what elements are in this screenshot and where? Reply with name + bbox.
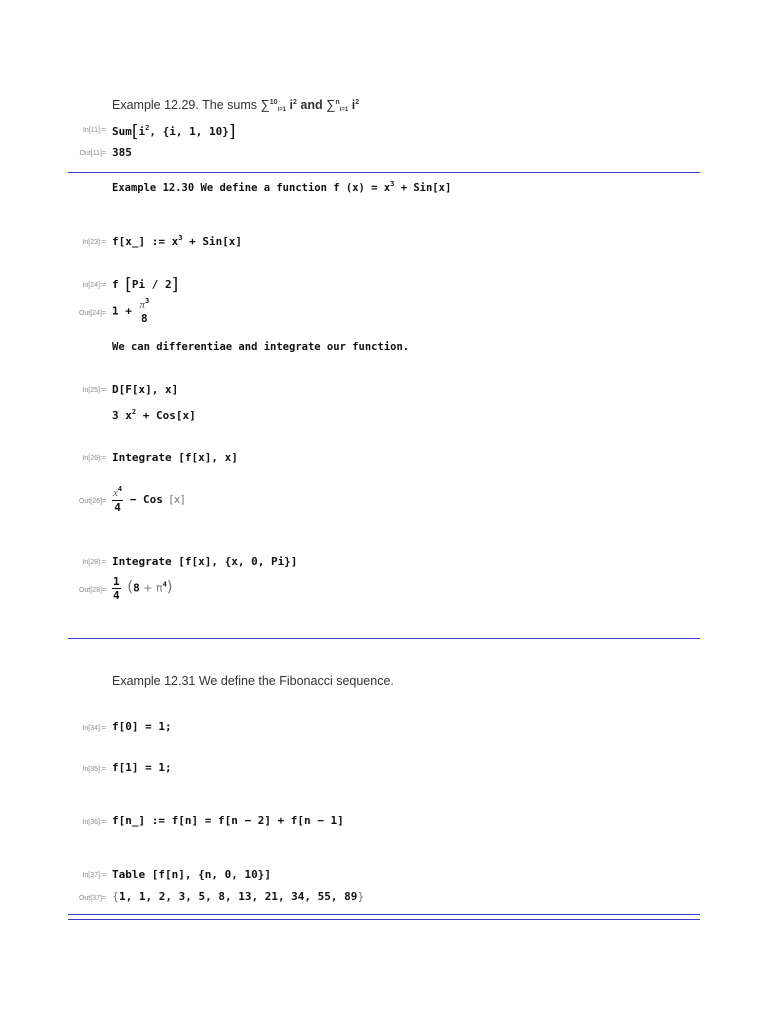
- input-cell[interactable]: Integrate [f[x], {x, 0, Pi}]: [112, 555, 298, 568]
- input-label: In[11]:=: [82, 127, 106, 134]
- section-divider: [68, 919, 700, 920]
- sum-term: $i^2$: [351, 98, 360, 112]
- input-cell[interactable]: $Sum[i^2$, {i, 1, 10}]: [112, 122, 236, 142]
- sum-symbol: ∑: [260, 97, 270, 112]
- input-label: In[37]:=: [82, 872, 106, 879]
- output-label: Out[28]=: [78, 587, 106, 594]
- output-cell: 3 $x^2 + Cos[x]$: [112, 408, 196, 422]
- sum-upper: 10: [269, 99, 278, 106]
- input-cell[interactable]: D[F[x], x]: [112, 383, 179, 396]
- input-label: In[25]:=: [82, 387, 106, 394]
- example-12-31-heading: Example 12.31 We define the Fibonacci sequence.: [112, 674, 394, 688]
- example-12-30-heading: Example 12.30 We define a function f $(x) = x^3 + Sin[x]$: [112, 180, 452, 194]
- output-label: Out[11]=: [79, 150, 106, 157]
- section-divider: [68, 172, 700, 173]
- section-divider: [68, 914, 700, 915]
- section-divider: [68, 638, 700, 639]
- input-cell[interactable]: Table [f[n], {n, 0, 10}]: [112, 868, 271, 881]
- sum-term: $i^2$: [289, 98, 297, 112]
- heading-and: and: [300, 98, 323, 112]
- input-label: In[26]:=: [82, 455, 106, 462]
- sum-lower: i=1: [339, 107, 349, 113]
- heading-text: Example 12.29. The sums: [112, 98, 257, 112]
- output-cell: $\frac{1}{4}$ $(8 + \pi^4)$: [113, 575, 173, 602]
- output-cell: {1, 1, 2, 3, 5, 8, 13, 21, 34, 55, 89}: [112, 890, 365, 903]
- output-label: Out[24]=: [78, 310, 106, 317]
- output-cell: 1 + $\pi^3$ 8: [112, 297, 150, 325]
- input-label: In[24]:=: [82, 282, 106, 289]
- input-cell[interactable]: Integrate [f[x], x]: [112, 451, 238, 464]
- input-cell[interactable]: f[n_] := f[n] = f[n − 2] + f[n − 1]: [112, 814, 344, 827]
- input-cell[interactable]: f[1] = 1;: [112, 761, 172, 774]
- output-label: Out[26]=: [78, 498, 106, 505]
- sum-lower: i=1: [277, 107, 287, 113]
- input-label: In[23]:=: [82, 239, 106, 246]
- input-cell[interactable]: f[x_] := $x^3 + Sin[x]$: [112, 234, 243, 248]
- sum-upper: n: [335, 99, 340, 106]
- example-12-29-heading: [112, 97, 359, 112]
- output-cell: $\frac{x^4}{4}$ − Cos [x]: [113, 485, 185, 514]
- input-label: In[28]:=: [82, 559, 106, 566]
- output-cell: 385: [112, 146, 132, 159]
- input-label: In[36]:=: [82, 819, 106, 826]
- sum-symbol: ∑: [326, 97, 336, 112]
- output-label: Out[37]=: [78, 895, 106, 902]
- input-cell[interactable]: f [Pi / 2]: [112, 275, 179, 295]
- input-cell[interactable]: f[0] = 1;: [112, 720, 172, 733]
- text-note: We can differentiae and integrate our function.: [112, 341, 410, 353]
- input-label: In[35]:=: [82, 766, 106, 773]
- input-label: In[34]:=: [82, 725, 106, 732]
